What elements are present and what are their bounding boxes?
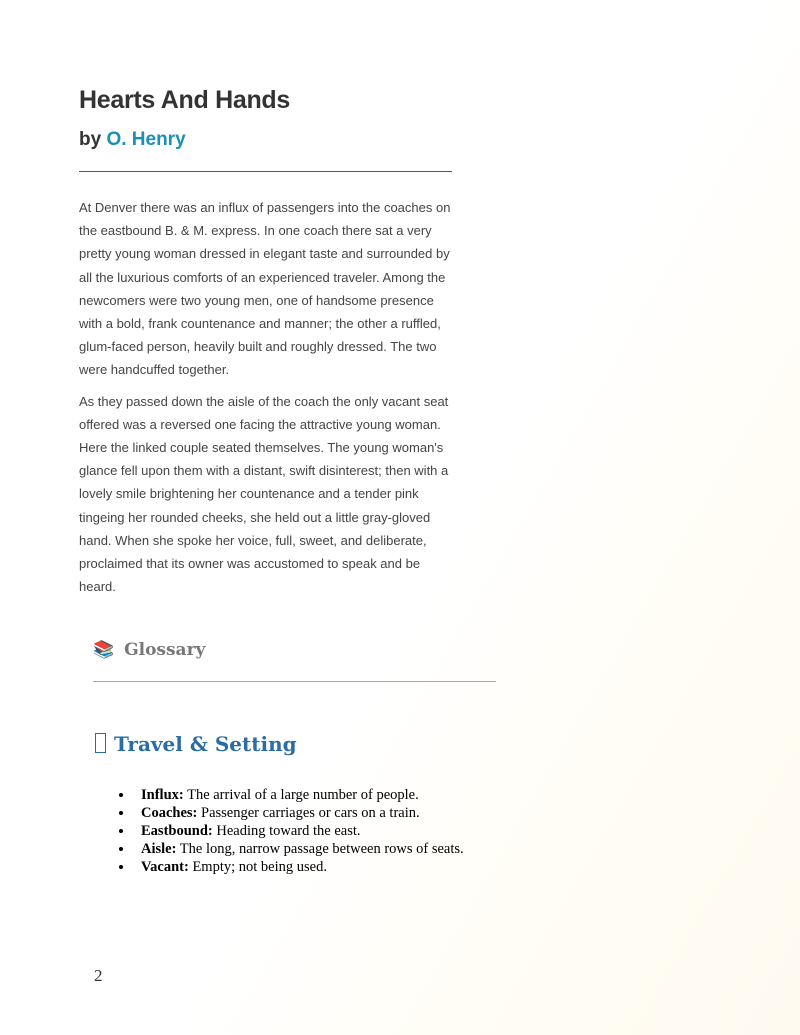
section-heading [95, 732, 297, 756]
story-content [79, 86, 454, 606]
glossary-definition: Heading toward the east. [212, 823, 361, 839]
byline [79, 129, 454, 151]
glossary-heading [93, 640, 205, 660]
glossary-term: Coaches: [141, 805, 198, 821]
glossary-term: Influx: [141, 787, 184, 803]
story-body [79, 196, 454, 598]
story-paragraph: As they passed down the aisle of the coach the only vacant seat offered was a reversed one facing the attractive young woman. Here the linked couple seated themselves. The young woman's glance fell upon them with a distant, swift disinterest; then with a lovely smile brightening her countenance and a tender pink tingeing her rounded cheeks, she held out a little gray-gloved hand. When she spoke her voice, full, sweet, and deliberate, proclaimed that its owner was accustomed to speak and be heard. [79, 393, 449, 595]
story-title: Hearts And Hands [79, 86, 290, 114]
list-item [141, 786, 561, 804]
missing-glyph-box-icon [95, 733, 106, 753]
title-divider [79, 171, 452, 172]
author-name: O. Henry [106, 129, 186, 150]
story-paragraph: At Denver there was an influx of passengers into the coaches on the eastbound B. & M. express. In one coach there sat a very pretty young woman dressed in elegant taste and surrounded by all the luxurious comforts of an experienced traveler. Among the newcomers were two young men, one of handsome presence with a bold, frank countenance and manner; the other a ruffled, glum-faced person, heavily built and roughly dressed. The two were handcuffed together. [79, 200, 451, 378]
glossary-definition: Passenger carriages or cars on a train. [197, 805, 420, 821]
glossary-divider [93, 681, 496, 682]
page-number: 2 [94, 966, 103, 985]
section-heading-label: Travel & Setting [114, 732, 297, 756]
glossary-list [141, 786, 561, 876]
book-icon: 📚 [93, 640, 115, 660]
glossary-definition: Empty; not being used. [188, 859, 327, 875]
glossary-definition: The long, narrow passage between rows of seats. [176, 841, 464, 857]
list-item [141, 858, 561, 876]
glossary-definition: The arrival of a large number of people. [183, 787, 419, 803]
glossary-term: Vacant: [141, 859, 189, 875]
list-item [141, 840, 561, 858]
list-item [141, 804, 561, 822]
glossary-term: Eastbound: [141, 823, 213, 839]
byline-prefix: by [79, 129, 107, 150]
glossary-heading-label: Glossary [124, 640, 206, 660]
list-item [141, 822, 561, 840]
glossary-term: Aisle: [141, 841, 177, 857]
